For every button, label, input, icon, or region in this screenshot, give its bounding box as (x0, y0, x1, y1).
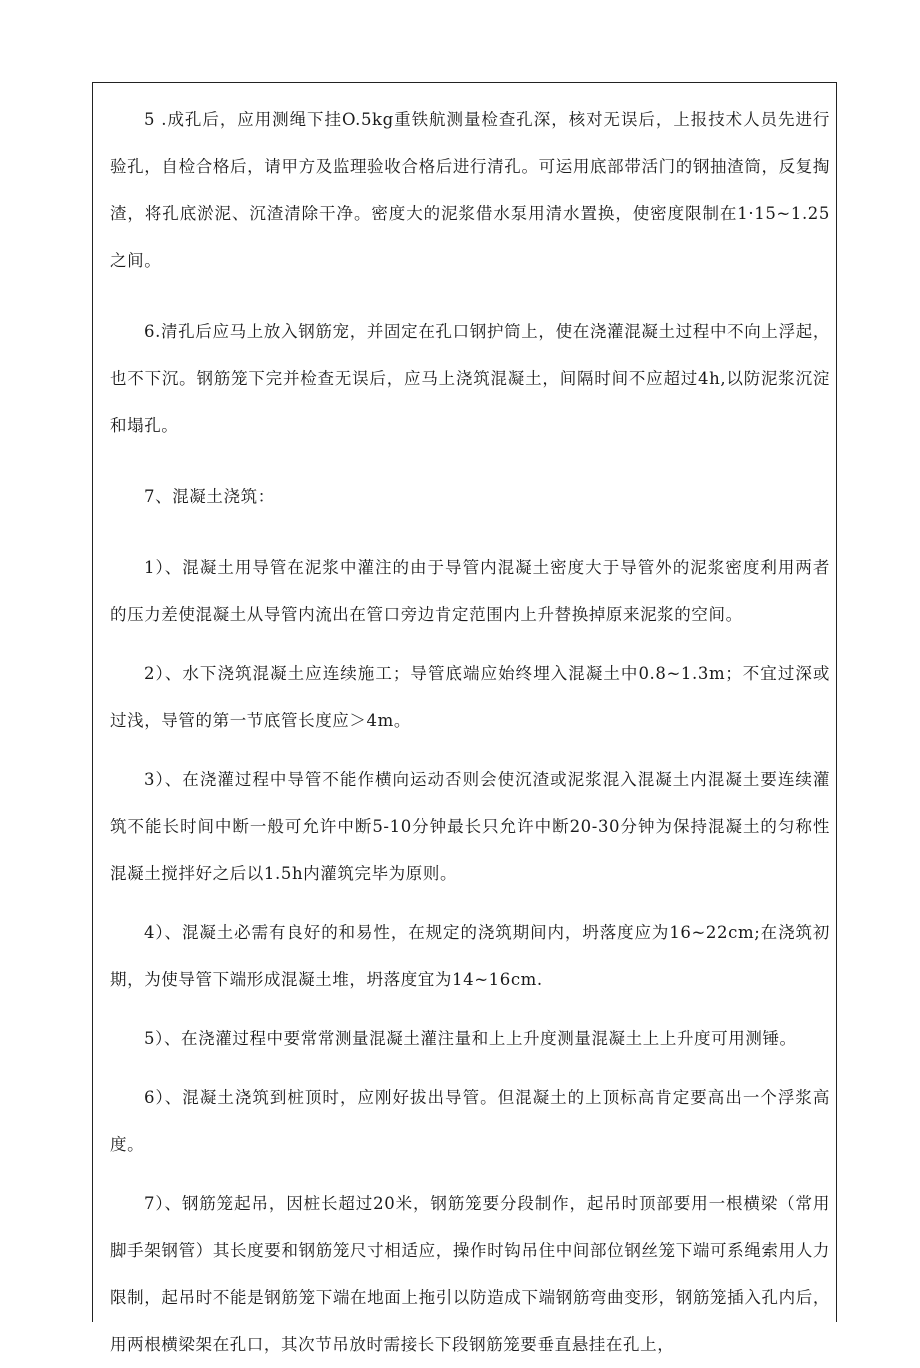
paragraph-item-2: 2）、水下浇筑混凝土应连续施工；导管底端应始终埋入混凝土中0.8~1.3m；不宜过深或过浅，导管的第一节底管长度应＞4m。 (110, 664, 830, 730)
paragraph-item-7: 7）、钢筋笼起吊，因桩长超过20米，钢筋笼要分段制作，起吊时顶部要用一根横梁（常用脚手架钢管）其长度要和钢筋笼尺寸相适应，操作时钩吊住中间部位钢丝笼下端可系绳索用人力限制，起吊时不能是钢筋笼下端在地面上拖引以防造成下端钢筋弯曲变形，钢筋笼插入孔内后，用两根横梁架在孔口，其次节吊放时需接长下段钢筋笼要垂直悬挂在孔上， (110, 1194, 830, 1354)
paragraph-item-3: 3）、在浇灌过程中导管不能作横向运动否则会使沉渣或泥浆混入混凝土内混凝土要连续灌筑不能长时间中断一般可允许中断5-10分钟最长只允许中断20-30分钟为保持混凝土的匀称性混凝土搅拌好之后以1.5h内灌筑完毕为原则。 (110, 770, 830, 883)
document-body (110, 96, 830, 1368)
paragraph-step-5: 5 .成孔后，应用测绳下挂O.5kg重铁航测量检查孔深，核对无误后，上报技术人员先进行验孔，自检合格后，请甲方及监理验收合格后进行清孔。可运用底部带活门的钢抽渣筒，反复掏渣，将孔底淤泥、沉渣清除干净。密度大的泥浆借水泵用清水置换，使密度限制在1·15~1.25之间。 (110, 110, 830, 270)
paragraph-step-7-heading: 7、混凝土浇筑： (144, 487, 275, 506)
paragraph-item-5: 5）、在浇灌过程中要常常测量混凝土灌注量和上上升度测量混凝土上上升度可用测锤。 (144, 1029, 797, 1048)
paragraph-item-6: 6）、混凝土浇筑到桩顶时，应刚好拔出导管。但混凝土的上顶标高肯定要高出一个浮浆高度。 (110, 1088, 830, 1154)
paragraph-item-4: 4）、混凝土必需有良好的和易性，在规定的浇筑期间内，坍落度应为16~22cm;在浇筑初期，为使导管下端形成混凝土堆，坍落度宜为14~16cm. (110, 923, 830, 989)
paragraph-item-1: 1）、混凝土用导管在泥浆中灌注的由于导管内混凝土密度大于导管外的泥浆密度利用两者的压力差使混凝土从导管内流出在管口旁边肯定范围内上升替换掉原来泥浆的空间。 (110, 558, 830, 624)
paragraph-step-6: 6.清孔后应马上放入钢筋宠，并固定在孔口钢护筒上，使在浇灌混凝土过程中不向上浮起，也不下沉。钢筋笼下完并检查无误后，应马上浇筑混凝土，间隔时间不应超过4h,以防泥浆沉淀和塌孔。 (110, 322, 830, 435)
